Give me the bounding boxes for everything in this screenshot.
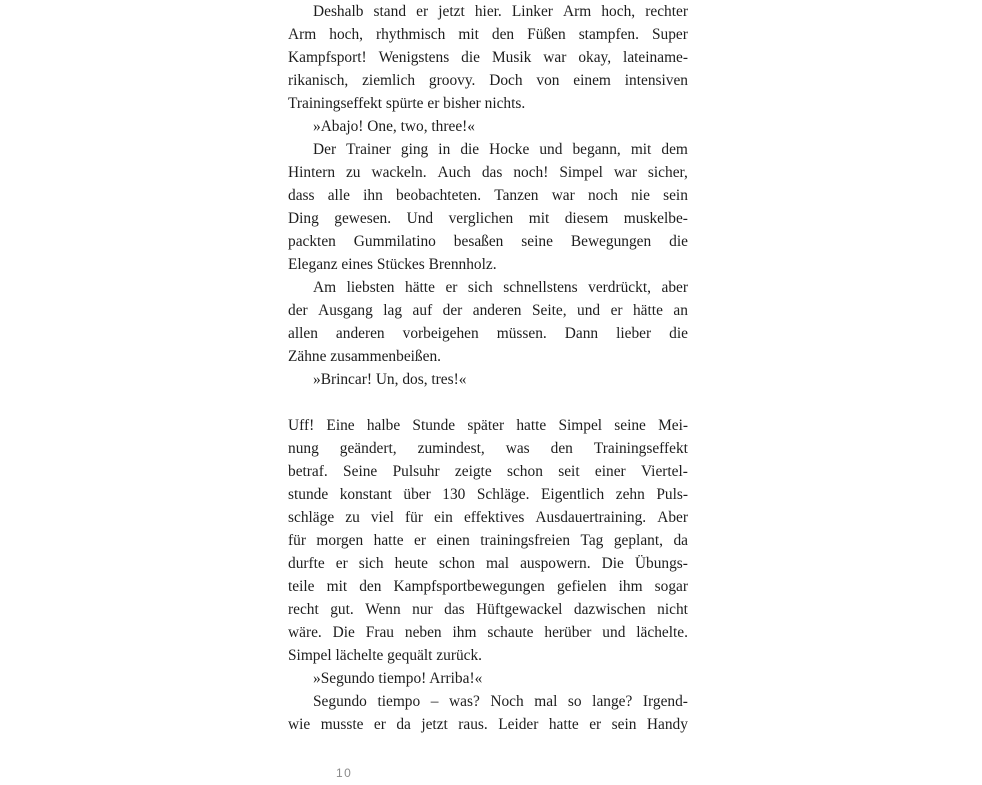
text-line: Arm hoch, rhythmisch mit den Füßen stampfen. Super	[288, 26, 688, 43]
text-line: dass alle ihn beobachteten. Tanzen war noch nie sein	[288, 187, 688, 204]
paragraph	[288, 138, 688, 276]
text-line: Zähne zusammenbeißen.	[288, 348, 441, 365]
text-line: Ding gewesen. Und verglichen mit diesem muskelbe-	[288, 210, 688, 227]
page-number: 10	[336, 766, 353, 780]
text-line: »Brincar! Un, dos, tres!«	[313, 371, 467, 388]
text-line: Hintern zu wackeln. Auch das noch! Simpel war sicher,	[288, 164, 688, 181]
paragraph	[288, 667, 688, 690]
text-line: rikanisch, ziemlich groovy. Doch von einem intensiven	[288, 72, 688, 89]
text-line: der Ausgang lag auf der anderen Seite, und er hätte an	[288, 302, 688, 319]
text-column	[288, 0, 688, 736]
text-line: wäre. Die Frau neben ihm schaute herüber und lächelte.	[288, 624, 688, 641]
text-line: Deshalb stand er jetzt hier. Linker Arm hoch, rechter	[313, 3, 688, 20]
paragraph	[288, 276, 688, 368]
text-line: »Abajo! One, two, three!«	[313, 118, 475, 135]
text-line: allen anderen vorbeigehen müssen. Dann lieber die	[288, 325, 688, 342]
text-line: stunde konstant über 130 Schläge. Eigentlich zehn Puls-	[288, 486, 688, 503]
text-line: Simpel lächelte gequält zurück.	[288, 647, 483, 664]
paragraph	[288, 368, 688, 391]
text-line: für morgen hatte er einen trainingsfreien Tag geplant, da	[288, 532, 688, 549]
text-line: recht gut. Wenn nur das Hüftgewackel dazwischen nicht	[288, 601, 688, 618]
text-line: Trainingseffekt spürte er bisher nichts.	[288, 95, 526, 112]
text-line: Uff! Eine halbe Stunde später hatte Simpel seine Mei-	[288, 417, 688, 434]
paragraph	[288, 0, 688, 115]
text-line: nung geändert, zumindest, was den Trainingseffekt	[288, 440, 688, 457]
text-line: Der Trainer ging in die Hocke und begann, mit dem	[313, 141, 688, 158]
text-line: Eleganz eines Stückes Brennholz.	[288, 256, 497, 273]
text-line: durfte er sich heute schon mal auspowern. Die Übungs-	[288, 555, 688, 572]
text-line: Am liebsten hätte er sich schnellstens verdrückt, aber	[313, 279, 688, 296]
paragraph	[288, 690, 688, 736]
text-line: Kampfsport! Wenigstens die Musik war okay, lateiname-	[288, 49, 688, 66]
text-line: »Segundo tiempo! Arriba!«	[313, 670, 483, 687]
text-line: Segundo tiempo – was? Noch mal so lange? Irgend-	[313, 693, 688, 710]
text-line: teile mit den Kampfsportbewegungen gefielen ihm sogar	[288, 578, 688, 595]
text-line: packten Gummilatino besaßen seine Bewegungen die	[288, 233, 688, 250]
text-line: betraf. Seine Pulsuhr zeigte schon seit einer Viertel-	[288, 463, 688, 480]
text-line: wie musste er da jetzt raus. Leider hatte er sein Handy	[288, 716, 688, 733]
paragraph	[288, 115, 688, 138]
paragraph	[288, 414, 688, 667]
text-line: schläge zu viel für ein effektives Ausdauertraining. Aber	[288, 509, 688, 526]
